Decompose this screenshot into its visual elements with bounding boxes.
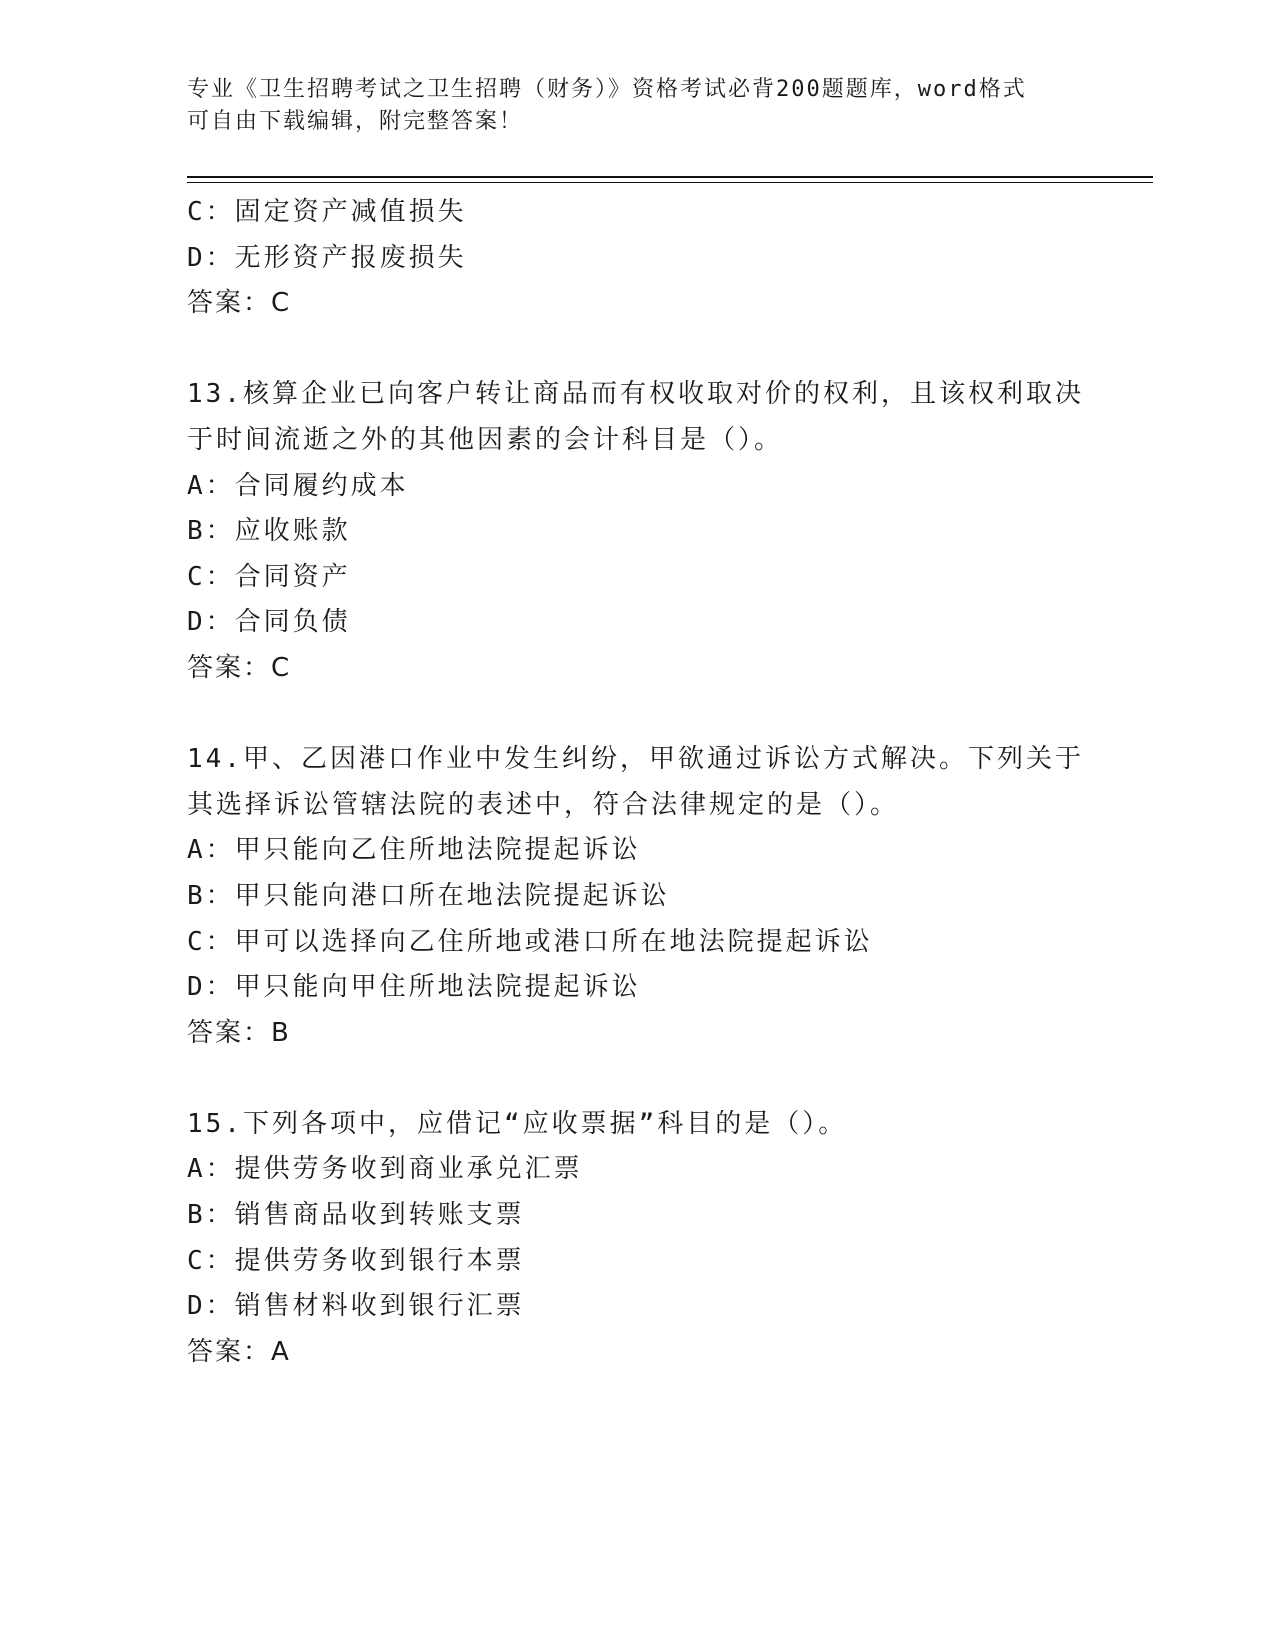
option-c: C：固定资产减值损失	[187, 197, 467, 227]
option-c: C：合同资产	[187, 561, 351, 592]
spacer	[187, 1056, 1087, 1102]
option-c: C：甲可以选择向乙住所地或港口所在地法院提起诉讼	[187, 926, 873, 957]
option-a: A：甲只能向乙住所地法院提起诉讼	[187, 835, 641, 866]
option-d: D：甲只能向甲住所地法院提起诉讼	[187, 972, 641, 1003]
option-c: C：提供劳务收到银行本票	[187, 1245, 525, 1276]
option-d: D：合同负债	[187, 607, 351, 638]
answer-line: 答案：A	[187, 1336, 291, 1367]
question-stem-line: 14.甲、乙因港口作业中发生纠纷，甲欲通过诉讼方式解决。下列关于	[187, 744, 1084, 775]
option-b: B：销售商品收到转账支票	[187, 1200, 525, 1231]
question-stem-line: 15.下列各项中，应借记“应收票据”科目的是（）。	[187, 1108, 848, 1139]
option-b: B：甲只能向港口所在地法院提起诉讼	[187, 880, 670, 911]
option-b: B：应收账款	[187, 516, 351, 547]
header-title-line-2: 可自由下载编辑，附完整答案！	[187, 109, 524, 134]
question-13	[187, 372, 1087, 691]
option-d: D：无形资产报废损失	[187, 242, 467, 273]
question-stem-line: 于时间流逝之外的其他因素的会计科目是（）。	[187, 424, 784, 455]
question-stem-line: 其选择诉讼管辖法院的表述中，符合法律规定的是（）。	[187, 789, 900, 820]
spacer	[187, 327, 1087, 373]
header-rule-thick	[187, 176, 1153, 178]
question-12-continuation	[187, 190, 1087, 327]
answer-line: 答案：C	[187, 652, 292, 683]
question-15	[187, 1102, 1087, 1376]
document-header	[187, 74, 1087, 138]
header-title-line-1: 专业《卫生招聘考试之卫生招聘（财务）》资格考试必背200题题库，word格式	[187, 77, 1027, 102]
question-stem-line: 13.核算企业已向客户转让商品而有权收取对价的权利，且该权利取决	[187, 379, 1084, 410]
question-14	[187, 737, 1087, 1056]
option-a: A：提供劳务收到商业承兑汇票	[187, 1154, 583, 1185]
answer-line: 答案：B	[187, 1017, 291, 1048]
header-rule-thin	[187, 182, 1153, 183]
option-d: D：销售材料收到银行汇票	[187, 1291, 525, 1322]
option-a: A：合同履约成本	[187, 470, 409, 501]
answer-line: 答案：C	[187, 288, 292, 319]
spacer	[187, 692, 1087, 738]
question-list	[187, 190, 1087, 1375]
